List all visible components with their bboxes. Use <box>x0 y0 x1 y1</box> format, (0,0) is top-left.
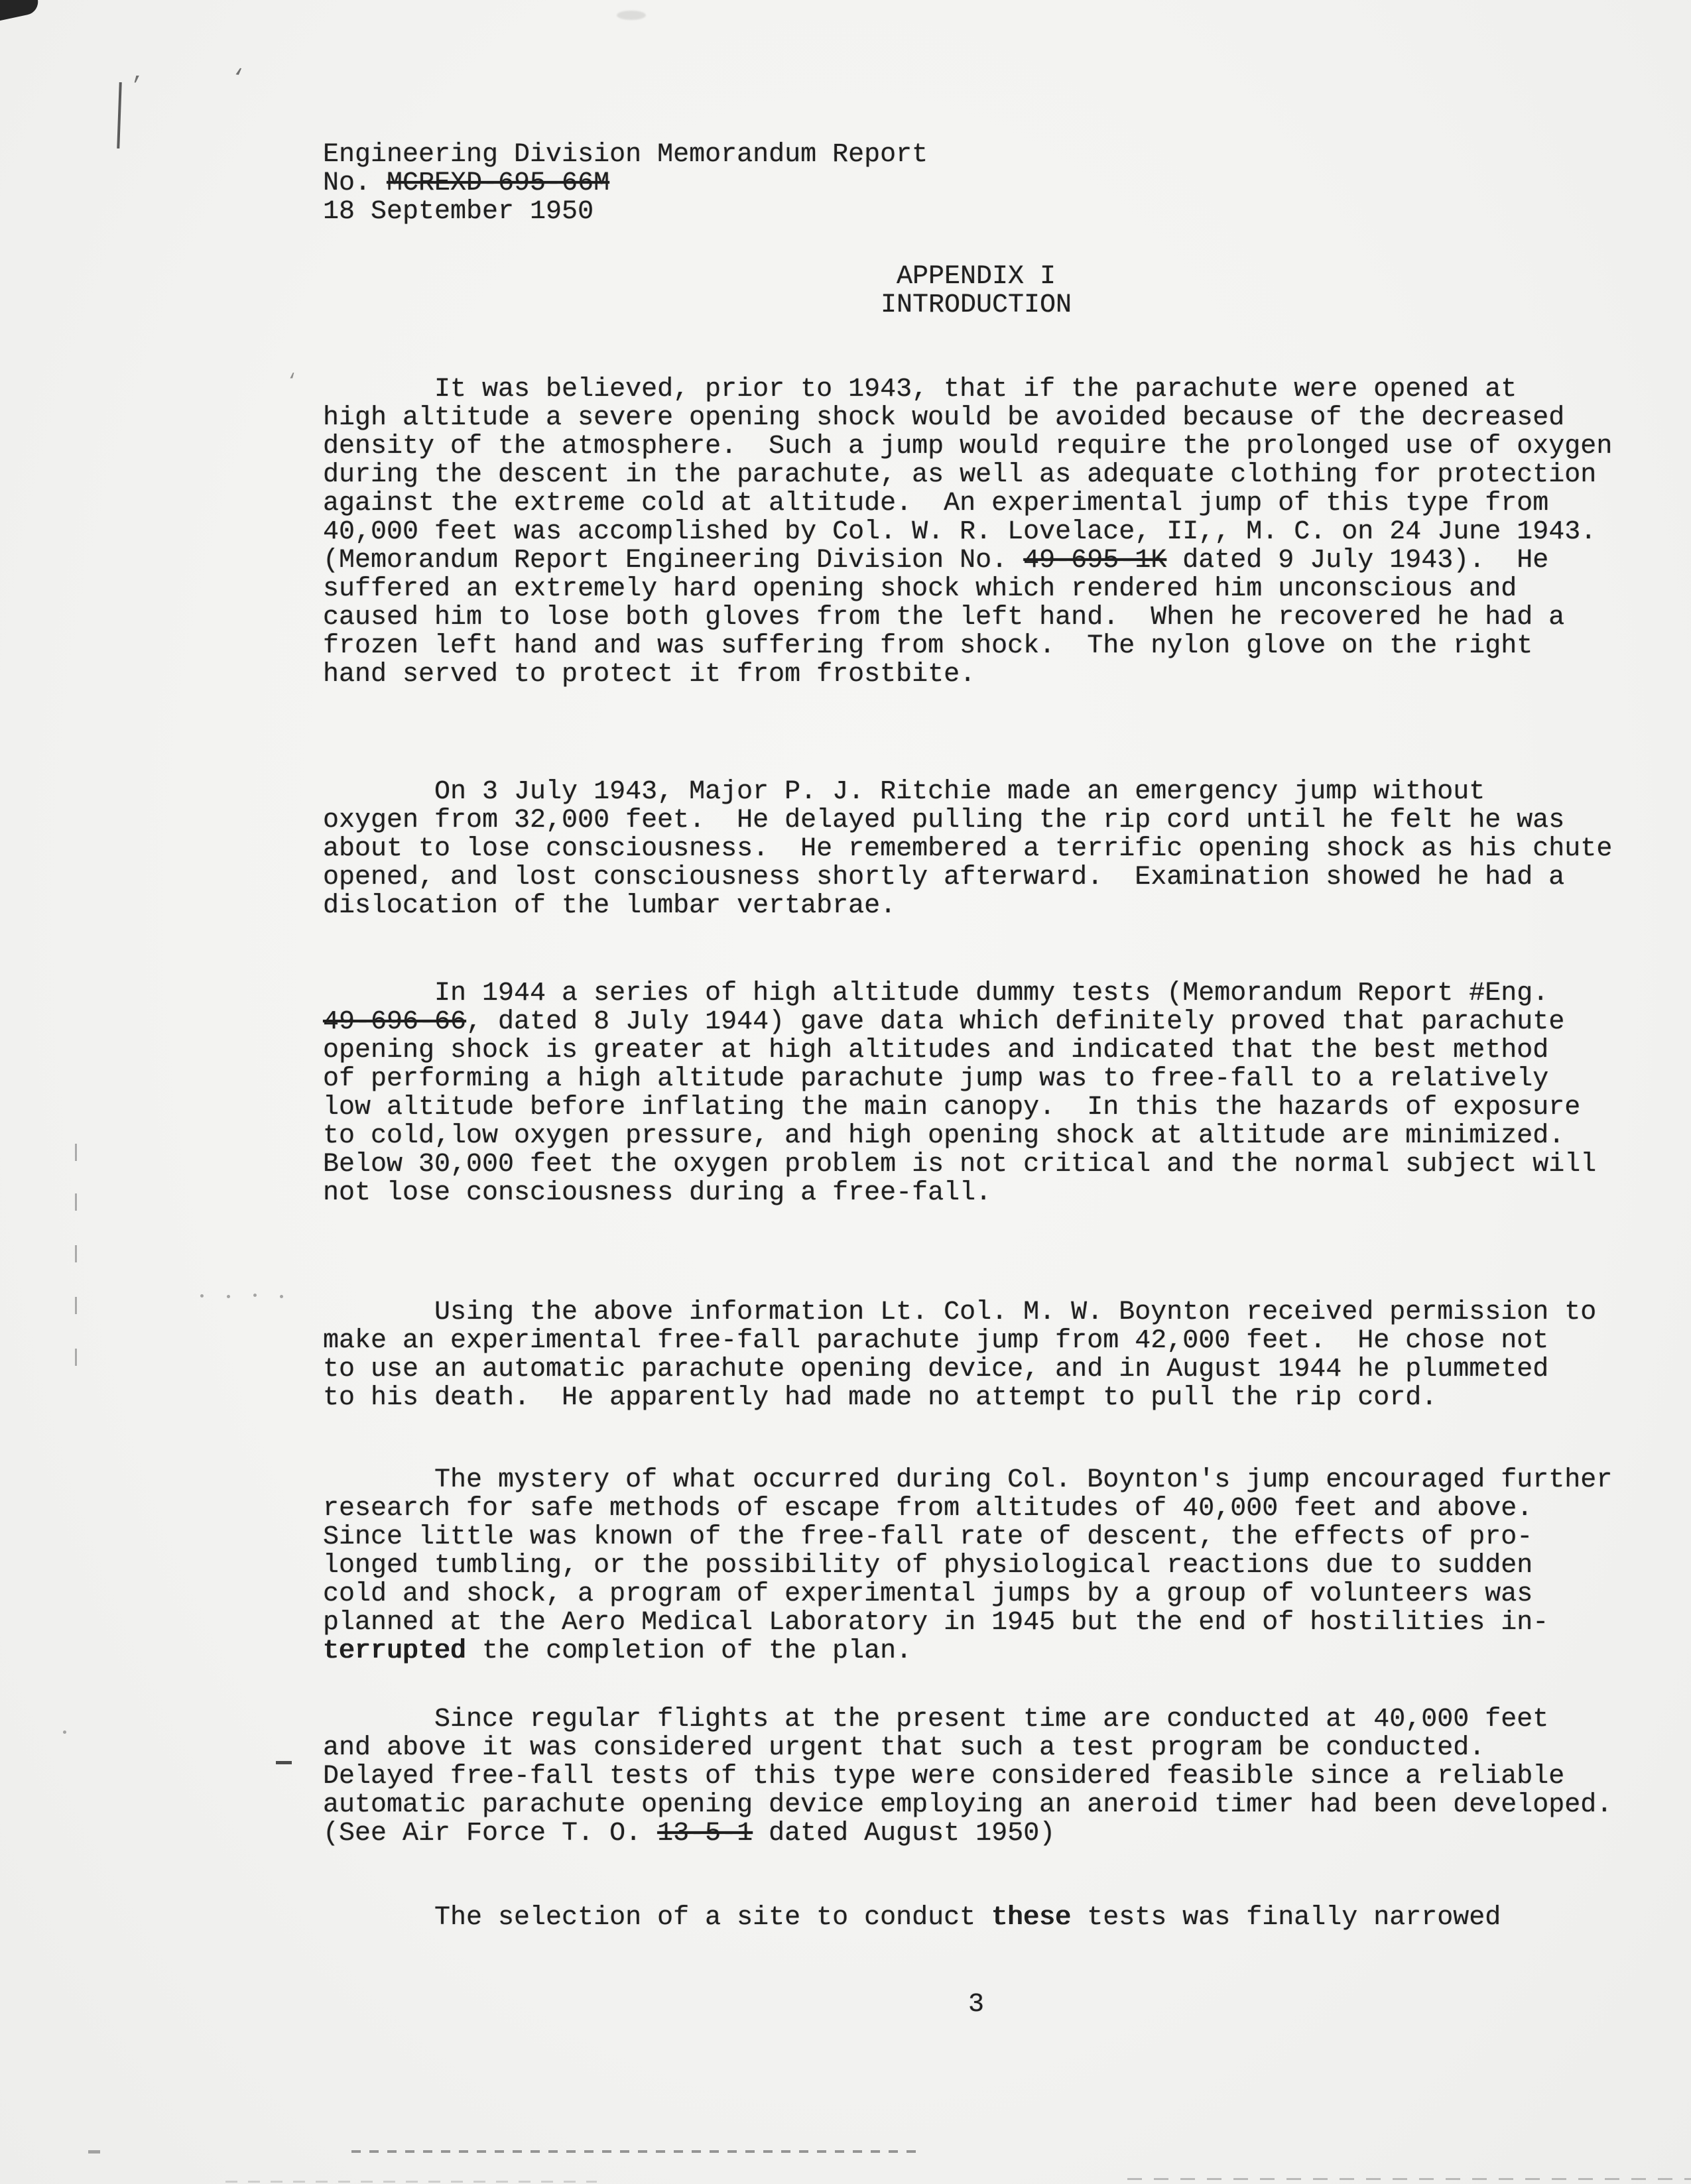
text-line: frozen left hand and was suffering from shock. The nylon glove on the right <box>323 631 1533 661</box>
scan-stray-dash <box>276 1761 292 1764</box>
text-line: (See Air Force T. O. 13-5-1 dated August 1950) <box>323 1819 1056 1849</box>
scan-margin-dash <box>75 1349 77 1366</box>
text-line: hand served to protect it from frostbite. <box>323 660 976 690</box>
paragraph-dummy-tests <box>323 979 1629 1207</box>
text-line: density of the atmosphere. Such a jump would require the prolonged use of oxygen <box>323 432 1613 461</box>
text-line: oxygen from 32,000 feet. He delayed pulling the rip cord until he felt he was <box>323 806 1565 835</box>
scan-dot <box>280 1295 283 1298</box>
scan-dot <box>200 1294 204 1298</box>
text-line: No. MCREXD-695-66M <box>323 168 610 198</box>
text-line: high altitude a severe opening shock would be avoided because of the decreased <box>323 403 1565 433</box>
text-line: of performing a high altitude parachute jump was to free-fall to a relatively <box>323 1064 1549 1094</box>
page-number: 3 <box>968 1990 984 2020</box>
appendix-subtitle: INTRODUCTION <box>880 290 1072 320</box>
appendix-heading <box>323 263 1629 320</box>
paragraph-boynton-jump <box>323 1298 1629 1412</box>
paragraph-further-research <box>323 1466 1629 1666</box>
scan-margin-dash <box>75 1297 77 1314</box>
scan-bottom-speck <box>88 2150 100 2154</box>
text-line: cold and shock, a program of experimental jumps by a group of volunteers was <box>323 1579 1533 1609</box>
text-line: Below 30,000 feet the oxygen problem is not critical and the normal subject will <box>323 1150 1597 1180</box>
text-line: make an experimental free-fall parachute jump from 42,000 feet. He chose not <box>323 1326 1549 1356</box>
text-line: Using the above information Lt. Col. M. W. Boynton received permission to <box>323 1298 1597 1327</box>
scan-smudge <box>617 11 646 20</box>
text-line: planned at the Aero Medical Laboratory in 1945 but the end of hostilities in- <box>323 1608 1549 1638</box>
scan-tick: ’ <box>130 74 144 99</box>
scan-edge-stroke <box>117 82 121 149</box>
text-line: about to lose consciousness. He remembered a terrific opening shock as his chute <box>323 834 1613 864</box>
text-line: dislocation of the lumbar vertabrae. <box>323 891 897 921</box>
scan-tick: ‘ <box>286 371 298 392</box>
text-line: to cold,low oxygen pressure, and high opening shock at altitude are minimized. <box>323 1121 1565 1151</box>
scan-bottom-dashes <box>351 2150 916 2153</box>
text-line: It was believed, prior to 1943, that if the parachute were opened at <box>323 375 1517 404</box>
text-line: opened, and lost consciousness shortly afterward. Examination showed he had a <box>323 863 1565 892</box>
paragraph-ritchie-jump <box>323 778 1629 920</box>
scan-corner-blot <box>0 0 40 22</box>
paragraph-test-program <box>323 1705 1629 1848</box>
text-line: On 3 July 1943, Major P. J. Ritchie made an emergency jump without <box>323 777 1485 807</box>
text-line: Since little was known of the free-fall rate of descent, the effects of pro- <box>323 1522 1533 1552</box>
text-line: longed tumbling, or the possibility of physiological reactions due to sudden <box>323 1551 1533 1581</box>
text-line: The selection of a site to conduct these tests was finally narrowed <box>323 1903 1501 1933</box>
scan-dot <box>253 1294 257 1297</box>
text-line: to use an automatic parachute opening device, and in August 1944 he plummeted <box>323 1355 1549 1384</box>
text-line: caused him to lose both gloves from the left hand. When he recovered he had a <box>323 603 1565 633</box>
text-line: terrupted the completion of the plan. <box>323 1636 912 1666</box>
scan-edge-dashes <box>1127 2178 1691 2180</box>
text-line: and above it was considered urgent that such a test program be conducted. <box>323 1733 1485 1763</box>
text-line: Since regular flights at the present time are conducted at 40,000 feet <box>323 1705 1549 1734</box>
scan-dot <box>63 1730 66 1734</box>
report-header <box>323 141 1629 226</box>
text-line: suffered an extremely hard opening shock which rendered him unconscious and <box>323 574 1517 604</box>
text-line: to his death. He apparently had made no attempt to pull the rip cord. <box>323 1383 1438 1413</box>
text-line: (Memorandum Report Engineering Division No. 49-695-1K dated 9 July 1943). He <box>323 546 1549 576</box>
text-line: 18 September 1950 <box>323 197 594 227</box>
scan-dot <box>227 1295 230 1298</box>
text-line: 49-696-66, dated 8 July 1944) gave data which definitely proved that parachute <box>323 1007 1565 1037</box>
paragraph-intro-belief <box>323 375 1629 689</box>
text-line: Delayed free-fall tests of this type were considered feasible since a reliable <box>323 1762 1565 1791</box>
text-line: In 1944 a series of high altitude dummy tests (Memorandum Report #Eng. <box>323 979 1549 1008</box>
text-line: Engineering Division Memorandum Report <box>323 140 928 170</box>
scan-tick: ‘ <box>229 65 246 93</box>
text-line: not lose consciousness during a free-fall. <box>323 1178 992 1208</box>
scan-margin-dash <box>75 1193 77 1211</box>
text-line: against the extreme cold at altitude. An experimental jump of this type from <box>323 489 1549 518</box>
text-line: during the descent in the parachute, as well as adequate clothing for protection <box>323 460 1597 490</box>
text-line: low altitude before inflating the main canopy. In this the hazards of exposure <box>323 1093 1581 1122</box>
appendix-title: APPENDIX I <box>896 262 1056 292</box>
text-line: 40,000 feet was accomplished by Col. W. R. Lovelace, II,, M. C. on 24 June 1943. <box>323 517 1597 547</box>
text-line: The mystery of what occurred during Col. Boynton's jump encouraged further <box>323 1465 1613 1495</box>
scan-margin-dash <box>75 1144 77 1161</box>
paragraph-site-selection <box>323 1904 1629 1932</box>
text-line: research for safe methods of escape from altitudes of 40,000 feet and above. <box>323 1494 1533 1524</box>
text-line: opening shock is greater at high altitudes and indicated that the best method <box>323 1036 1549 1065</box>
text-line: automatic parachute opening device employing an aneroid timer had been developed. <box>323 1790 1613 1820</box>
scan-margin-dash <box>75 1245 77 1262</box>
scan-edge-dashes <box>225 2181 597 2183</box>
